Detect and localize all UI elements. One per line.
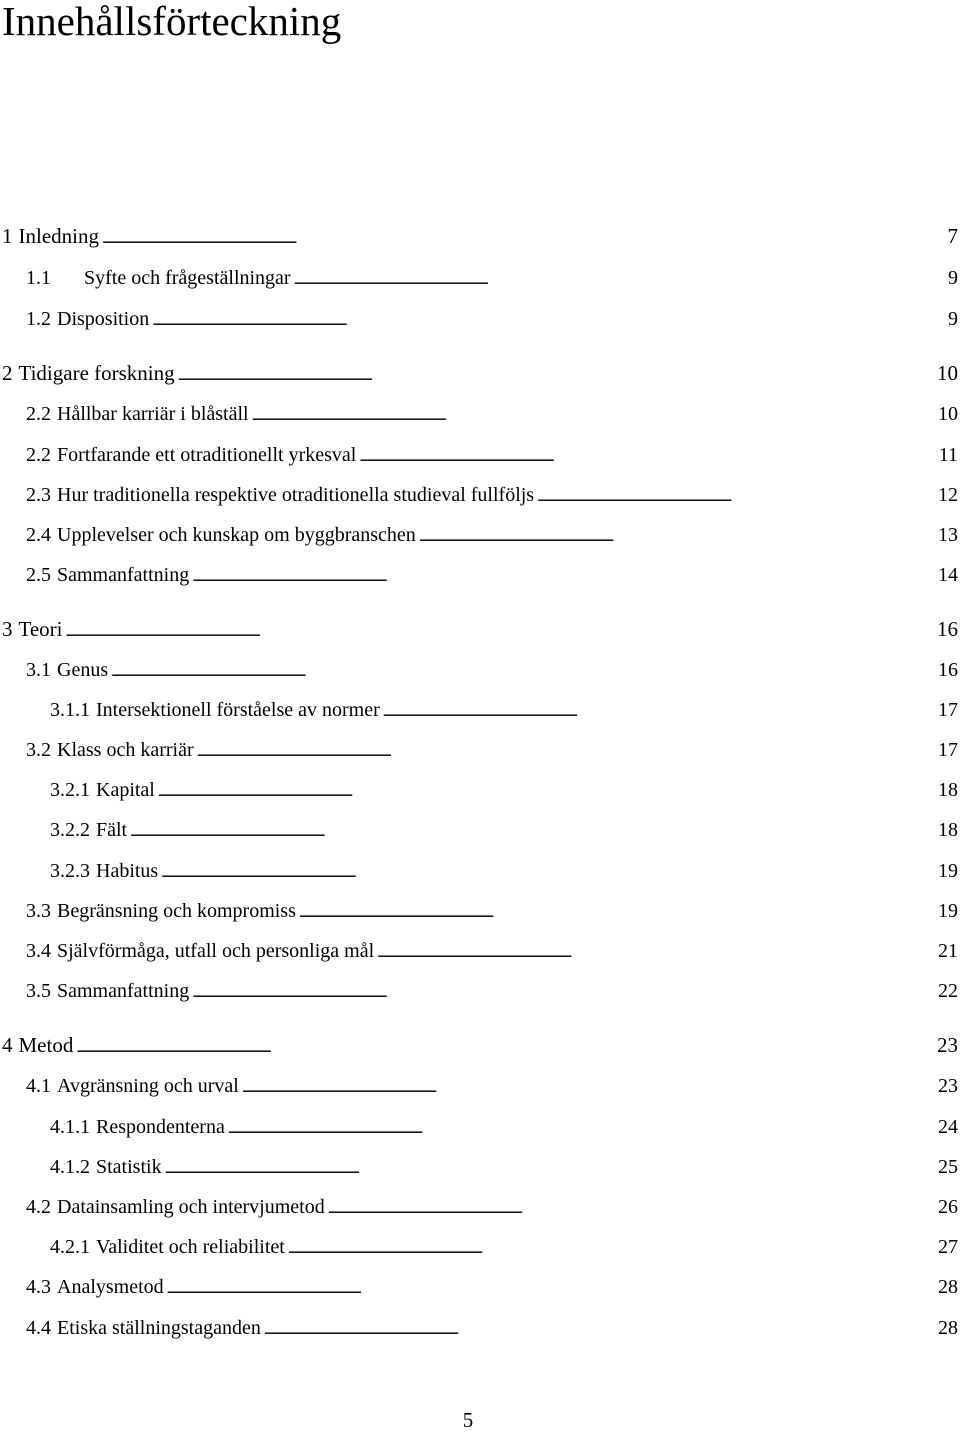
toc-entry-page: 10 bbox=[937, 361, 958, 385]
toc-entry-number: 4.2 bbox=[26, 1196, 51, 1218]
toc-entry-page: 25 bbox=[938, 1156, 958, 1178]
toc-entry-label: Analysmetod bbox=[57, 1276, 164, 1298]
toc-entry-number: 1.2 bbox=[26, 308, 51, 330]
toc-dot-leader bbox=[377, 941, 935, 967]
toc-dot-leader bbox=[537, 485, 935, 511]
toc-entry[interactable] bbox=[50, 858, 958, 887]
toc-entry-label: Sammanfattning bbox=[57, 564, 190, 586]
toc-entry-label: Disposition bbox=[57, 308, 150, 330]
toc-entry[interactable] bbox=[26, 522, 958, 551]
toc-entry[interactable] bbox=[2, 223, 958, 253]
toc-entry-label: Klass och karriär bbox=[57, 739, 194, 761]
toc-entry-number: 1.1 bbox=[26, 267, 51, 289]
toc-entry-number: 3.1 bbox=[26, 659, 51, 681]
toc-entry[interactable] bbox=[26, 482, 958, 511]
toc-dot-leader bbox=[419, 525, 935, 551]
toc-entry-label: Hur traditionella respektive otraditionella studieval fullföljs bbox=[57, 484, 535, 506]
toc-entry[interactable] bbox=[50, 1154, 958, 1183]
toc-entry-label: Tidigare forskning bbox=[18, 361, 175, 385]
toc-entry-page: 27 bbox=[938, 1236, 958, 1258]
toc-entry-number: 3.2 bbox=[26, 739, 51, 761]
toc-dot-leader bbox=[299, 901, 935, 927]
toc-entry-page: 21 bbox=[938, 940, 958, 962]
toc-entry-label: Validitet och reliabilitet bbox=[96, 1236, 285, 1258]
toc-dot-leader bbox=[130, 820, 935, 846]
toc-entry-number: 1 bbox=[2, 224, 13, 248]
toc-entry-page: 17 bbox=[938, 739, 958, 761]
toc-entry[interactable] bbox=[2, 616, 958, 646]
toc-entry-page: 18 bbox=[938, 779, 958, 801]
toc-entry-number: 3.5 bbox=[26, 980, 51, 1002]
toc-entry-page: 12 bbox=[938, 484, 958, 506]
toc-dot-leader bbox=[242, 1076, 935, 1102]
toc-entry[interactable] bbox=[50, 1114, 958, 1143]
toc-entry[interactable] bbox=[50, 697, 958, 726]
toc-dot-leader bbox=[228, 1117, 935, 1143]
toc-entry[interactable] bbox=[26, 657, 958, 686]
toc-entry[interactable] bbox=[26, 978, 958, 1007]
toc-entry-number: 4 bbox=[2, 1033, 13, 1057]
toc-entry-page: 16 bbox=[937, 617, 958, 641]
toc-dot-leader bbox=[192, 565, 935, 591]
toc-entry-label: Upplevelser och kunskap om byggbranschen bbox=[57, 524, 416, 546]
toc-entry-page: 18 bbox=[938, 819, 958, 841]
toc-dot-leader bbox=[102, 227, 945, 253]
toc-entry-label: Metod bbox=[18, 1033, 74, 1057]
toc-dot-leader bbox=[165, 1157, 935, 1183]
toc-entry-page: 28 bbox=[938, 1317, 958, 1339]
toc-entry-number: 3.4 bbox=[26, 940, 51, 962]
toc-entry-number: 3.3 bbox=[26, 900, 51, 922]
toc-dot-leader bbox=[264, 1318, 935, 1344]
toc-entry-page: 23 bbox=[937, 1033, 958, 1057]
toc-entry[interactable] bbox=[26, 1073, 958, 1102]
toc-entry-label: Fält bbox=[96, 819, 128, 841]
toc-entry-label: Habitus bbox=[96, 860, 159, 882]
toc-entry-label: Avgränsning och urval bbox=[57, 1075, 239, 1097]
toc-entry[interactable] bbox=[2, 360, 958, 390]
toc-dot-leader bbox=[152, 309, 945, 335]
toc-entry-label: Hållbar karriär i blåställ bbox=[57, 403, 249, 425]
toc-entry-number: 4.1 bbox=[26, 1075, 51, 1097]
toc-entry-page: 23 bbox=[938, 1075, 958, 1097]
toc-dot-leader bbox=[76, 1036, 934, 1062]
toc-entry-label: Teori bbox=[18, 617, 63, 641]
toc-entry-label: Datainsamling och intervjumetod bbox=[57, 1196, 325, 1218]
toc-entry-number: 2.2 bbox=[26, 444, 51, 466]
toc-entry-page: 14 bbox=[938, 564, 958, 586]
toc-entry-page: 11 bbox=[938, 444, 958, 466]
toc-entry[interactable] bbox=[26, 737, 958, 766]
toc-dot-leader bbox=[294, 268, 945, 294]
toc-entry-page: 7 bbox=[947, 224, 958, 248]
toc-entry-label: Respondenterna bbox=[96, 1116, 225, 1138]
toc-entry-label: Genus bbox=[57, 659, 109, 681]
toc-dot-leader bbox=[197, 740, 935, 766]
toc-dot-leader bbox=[161, 861, 935, 887]
toc-entry[interactable] bbox=[26, 401, 958, 430]
toc-entry-page: 17 bbox=[938, 699, 958, 721]
toc-entry-label: Syfte och frågeställningar bbox=[84, 267, 291, 289]
toc-entry[interactable] bbox=[26, 898, 958, 927]
toc-dot-leader bbox=[252, 404, 935, 430]
toc-entry-number: 4.3 bbox=[26, 1276, 51, 1298]
toc-dot-leader bbox=[288, 1237, 935, 1263]
toc-entry-page: 16 bbox=[938, 659, 958, 681]
toc-dot-leader bbox=[383, 700, 935, 726]
toc-entry-number: 2.5 bbox=[26, 564, 51, 586]
toc-entry-page: 19 bbox=[938, 900, 958, 922]
toc-entry-number: 3.2.3 bbox=[50, 860, 90, 882]
toc-entry[interactable] bbox=[26, 938, 958, 967]
toc-entry-label: Statistik bbox=[96, 1156, 162, 1178]
toc-entry-label: Inledning bbox=[18, 224, 99, 248]
toc-entry-page: 24 bbox=[938, 1116, 958, 1138]
toc-entry-page: 22 bbox=[938, 980, 958, 1002]
toc-entry-number: 3.1.1 bbox=[50, 699, 90, 721]
toc-entry-number: 4.1.2 bbox=[50, 1156, 90, 1178]
toc-dot-leader bbox=[178, 364, 934, 390]
toc-entry-number: 4.4 bbox=[26, 1317, 51, 1339]
toc-entry-number: 2.4 bbox=[26, 524, 51, 546]
toc-entry-label: Sammanfattning bbox=[57, 980, 190, 1002]
toc-entry-number: 2.2 bbox=[26, 403, 51, 425]
toc-entry-label: Intersektionell förståelse av normer bbox=[96, 699, 380, 721]
toc-dot-leader bbox=[111, 660, 935, 686]
toc-entry-label: Kapital bbox=[96, 779, 155, 801]
toc-dot-leader bbox=[359, 445, 935, 471]
toc-entry-page: 9 bbox=[948, 267, 958, 289]
toc-entry-page: 26 bbox=[938, 1196, 958, 1218]
toc-entry-number: 2 bbox=[2, 361, 13, 385]
toc-entry[interactable] bbox=[26, 265, 958, 294]
toc-entry-page: 19 bbox=[938, 860, 958, 882]
page-title: Innehållsförteckning bbox=[2, 0, 342, 44]
toc-entry[interactable] bbox=[26, 442, 958, 471]
toc-dot-leader bbox=[158, 780, 935, 806]
toc-entry-number: 4.2.1 bbox=[50, 1236, 90, 1258]
toc-entry-number: 4.1.1 bbox=[50, 1116, 90, 1138]
page-number: 5 bbox=[462, 1408, 474, 1432]
toc-entry[interactable] bbox=[26, 306, 958, 335]
toc-entry[interactable] bbox=[50, 1234, 958, 1263]
toc-entry-page: 28 bbox=[938, 1276, 958, 1298]
toc-entry-page: 10 bbox=[938, 403, 958, 425]
toc-entry-number: 3.2.2 bbox=[50, 819, 90, 841]
toc-entry[interactable] bbox=[26, 1274, 958, 1303]
toc-dot-leader bbox=[66, 620, 934, 646]
toc-dot-leader bbox=[167, 1277, 935, 1303]
toc-entry-page: 13 bbox=[938, 524, 958, 546]
toc-entry-number: 3 bbox=[2, 617, 13, 641]
toc-entry-label: Begränsning och kompromiss bbox=[57, 900, 296, 922]
toc-entry[interactable] bbox=[50, 777, 958, 806]
toc-entry[interactable] bbox=[26, 1315, 958, 1344]
toc-dot-leader bbox=[328, 1197, 935, 1223]
toc-entry[interactable] bbox=[26, 562, 958, 591]
toc-entry-label: Fortfarande ett otraditionellt yrkesval bbox=[57, 444, 357, 466]
toc-entry[interactable] bbox=[26, 1194, 958, 1223]
toc-entry-number: 3.2.1 bbox=[50, 779, 90, 801]
toc-dot-leader bbox=[192, 981, 935, 1007]
toc-entry[interactable] bbox=[2, 1032, 958, 1062]
toc-entry-label: Självförmåga, utfall och personliga mål bbox=[57, 940, 375, 962]
toc-entry-label: Etiska ställningstaganden bbox=[57, 1317, 261, 1339]
toc-entry-page: 9 bbox=[948, 308, 958, 330]
toc-entry[interactable] bbox=[50, 817, 958, 846]
toc-entry-number: 2.3 bbox=[26, 484, 51, 506]
